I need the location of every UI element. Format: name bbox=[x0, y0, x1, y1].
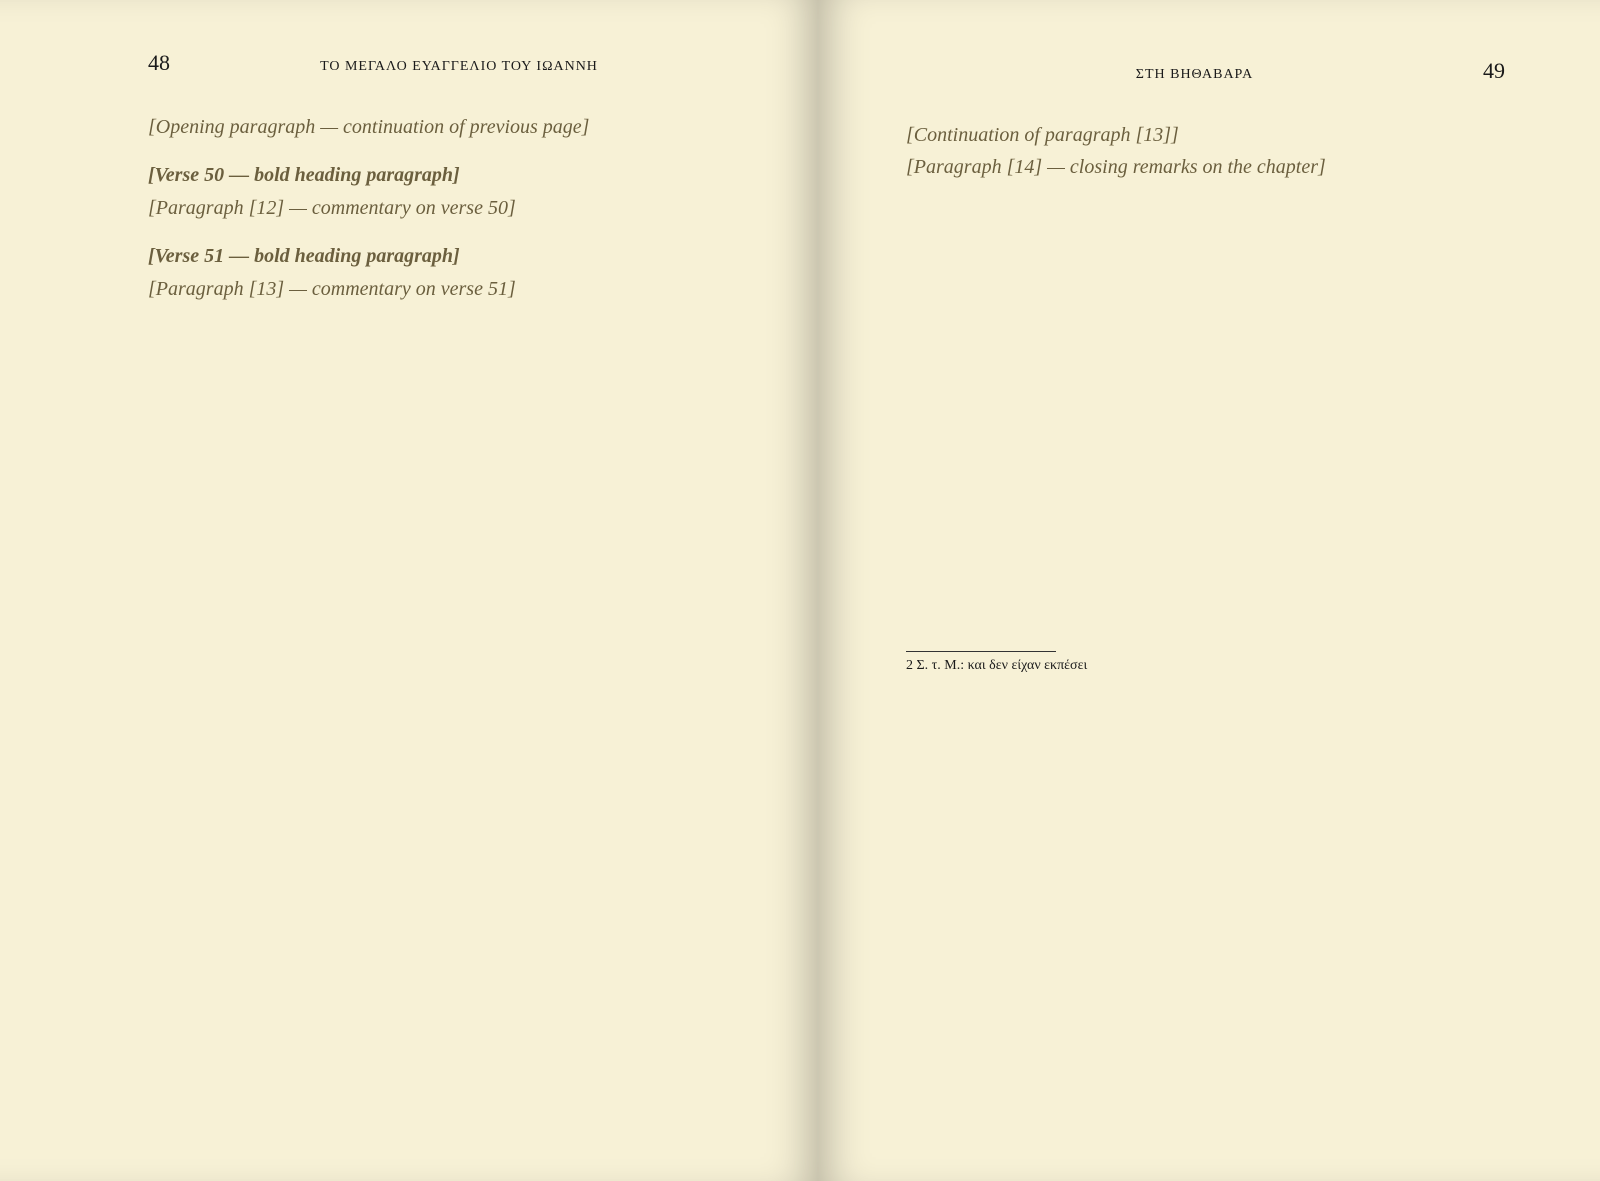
paragraph: [Continuation of paragraph [13]] bbox=[906, 124, 1179, 146]
right-page bbox=[818, 0, 1600, 1181]
verse-heading: [Verse 51 — bold heading paragraph] bbox=[148, 245, 460, 268]
footnote: 2 Σ. τ. Μ.: και δεν είχαν εκπέσει bbox=[906, 657, 1088, 673]
verse-heading: [Verse 50 — bold heading paragraph] bbox=[148, 164, 460, 187]
paragraph: [Paragraph [12] — commentary on verse 50] bbox=[148, 196, 516, 219]
right-body-text bbox=[906, 122, 1505, 181]
footnote-divider bbox=[906, 651, 1056, 652]
right-page-number: 49 bbox=[1482, 58, 1505, 83]
right-running-head bbox=[906, 58, 1505, 84]
left-body-text bbox=[148, 114, 748, 302]
paragraph: [Opening paragraph — continuation of previous page] bbox=[148, 116, 590, 138]
left-book-title: ΤΟ ΜΕΓΑΛΟ ΕΥΑΓΓΕΛΙΟ ΤΟΥ ΙΩΑΝΝΗ bbox=[320, 59, 598, 74]
right-chapter-title: ΣΤΗ ΒΗΘΑΒΑΡΑ bbox=[1135, 67, 1254, 82]
left-page-number: 48 bbox=[148, 50, 170, 75]
paragraph: [Paragraph [13] — commentary on verse 51] bbox=[148, 277, 516, 300]
left-running-head bbox=[148, 50, 748, 76]
paragraph: [Paragraph [14] — closing remarks on the chapter] bbox=[906, 156, 1326, 179]
